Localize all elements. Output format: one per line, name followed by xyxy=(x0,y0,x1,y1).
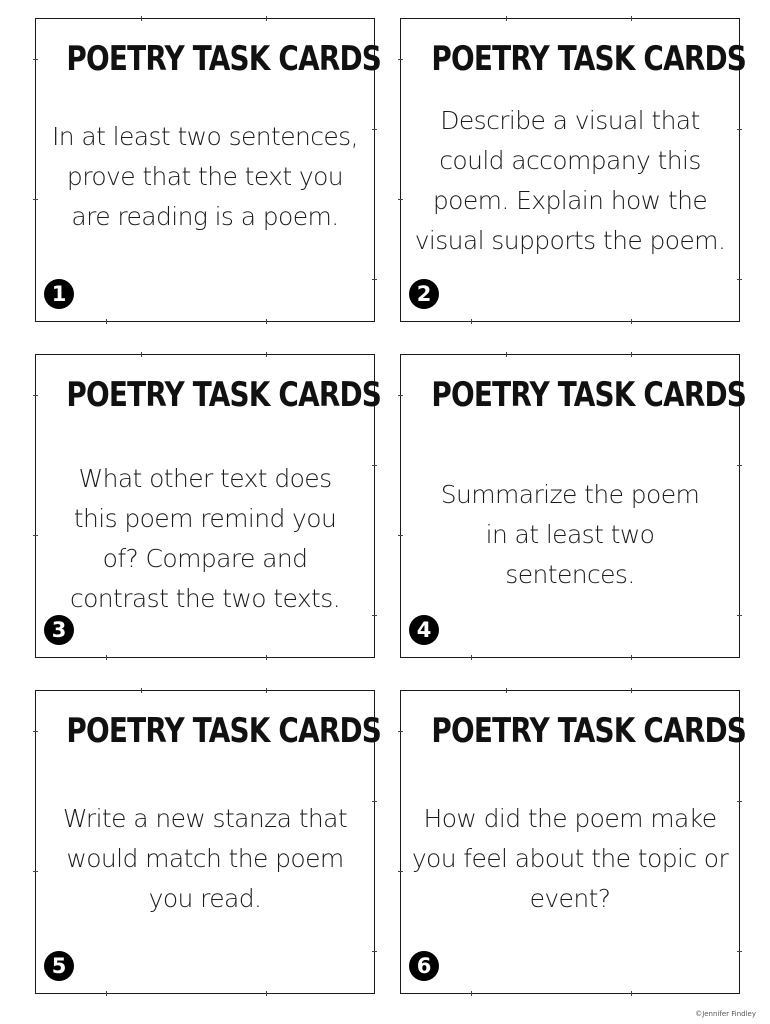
cut-mark xyxy=(471,655,472,660)
cut-mark xyxy=(372,951,377,952)
task-card-6 xyxy=(400,690,747,994)
copyright-credit: ©Jennifer Findley xyxy=(695,1010,756,1018)
card-title: POETRY TASK CARDS xyxy=(431,711,747,751)
cut-mark xyxy=(33,871,38,872)
task-card-2 xyxy=(400,18,747,322)
task-card-4 xyxy=(400,354,747,658)
cut-mark xyxy=(33,199,38,200)
cut-mark xyxy=(398,199,403,200)
card-prompt: Describe a visual that could accompany this poem. Explain how the visual supports the poem. xyxy=(414,106,726,255)
cut-mark xyxy=(33,59,38,60)
cut-mark xyxy=(737,801,742,802)
cut-mark xyxy=(372,129,377,130)
cut-mark xyxy=(141,688,142,693)
cut-mark xyxy=(631,991,632,996)
cut-mark xyxy=(737,615,742,616)
cut-mark xyxy=(631,16,632,21)
cut-mark xyxy=(372,801,377,802)
cut-mark xyxy=(398,871,403,872)
cut-mark xyxy=(737,279,742,280)
cut-mark xyxy=(737,129,742,130)
task-card-1 xyxy=(35,18,382,322)
cut-mark xyxy=(372,279,377,280)
cut-mark xyxy=(106,319,107,324)
cut-mark xyxy=(631,655,632,660)
cut-mark xyxy=(372,465,377,466)
cut-mark xyxy=(266,655,267,660)
cut-mark xyxy=(631,688,632,693)
card-prompt: What other text does this poem remind you of? Compare and contrast the two texts. xyxy=(69,464,341,613)
card-prompt: Summarize the poem in at least two sentences. xyxy=(440,480,700,589)
card-number-badge: 1 xyxy=(44,279,74,309)
card-prompt: Write a new stanza that would match the poem you read. xyxy=(62,804,348,913)
card-title: POETRY TASK CARDS xyxy=(66,39,382,79)
task-card-5 xyxy=(35,690,382,994)
cut-mark xyxy=(266,319,267,324)
cut-mark xyxy=(631,319,632,324)
cut-mark xyxy=(106,655,107,660)
cut-mark xyxy=(266,688,267,693)
card-title: POETRY TASK CARDS xyxy=(431,375,747,415)
card-title: POETRY TASK CARDS xyxy=(431,39,747,79)
cut-mark xyxy=(506,688,507,693)
card-number-badge: 6 xyxy=(409,951,439,981)
cut-mark xyxy=(506,16,507,21)
cut-mark xyxy=(506,352,507,357)
cut-mark xyxy=(266,16,267,21)
cut-mark xyxy=(398,535,403,536)
card-prompt: In at least two sentences, prove that the text you are reading is a poem. xyxy=(52,122,358,231)
card-title: POETRY TASK CARDS xyxy=(66,711,382,751)
card-number-badge: 3 xyxy=(44,615,74,645)
cut-mark xyxy=(398,731,403,732)
cut-mark xyxy=(471,991,472,996)
cut-mark xyxy=(737,465,742,466)
cut-mark xyxy=(141,16,142,21)
cut-mark xyxy=(33,395,38,396)
cut-mark xyxy=(471,319,472,324)
cut-mark xyxy=(33,731,38,732)
cut-mark xyxy=(106,991,107,996)
task-card-3 xyxy=(35,354,382,658)
cut-mark xyxy=(398,395,403,396)
cut-mark xyxy=(266,352,267,357)
card-number-badge: 4 xyxy=(409,615,439,645)
card-number-badge: 5 xyxy=(44,951,74,981)
cut-mark xyxy=(372,615,377,616)
cut-mark xyxy=(631,352,632,357)
cut-mark xyxy=(266,991,267,996)
cut-mark xyxy=(398,59,403,60)
card-prompt: How did the poem make you feel about the topic or event? xyxy=(411,804,729,913)
card-title: POETRY TASK CARDS xyxy=(66,375,382,415)
cut-mark xyxy=(141,352,142,357)
cut-mark xyxy=(737,951,742,952)
card-number-badge: 2 xyxy=(409,279,439,309)
cut-mark xyxy=(33,535,38,536)
